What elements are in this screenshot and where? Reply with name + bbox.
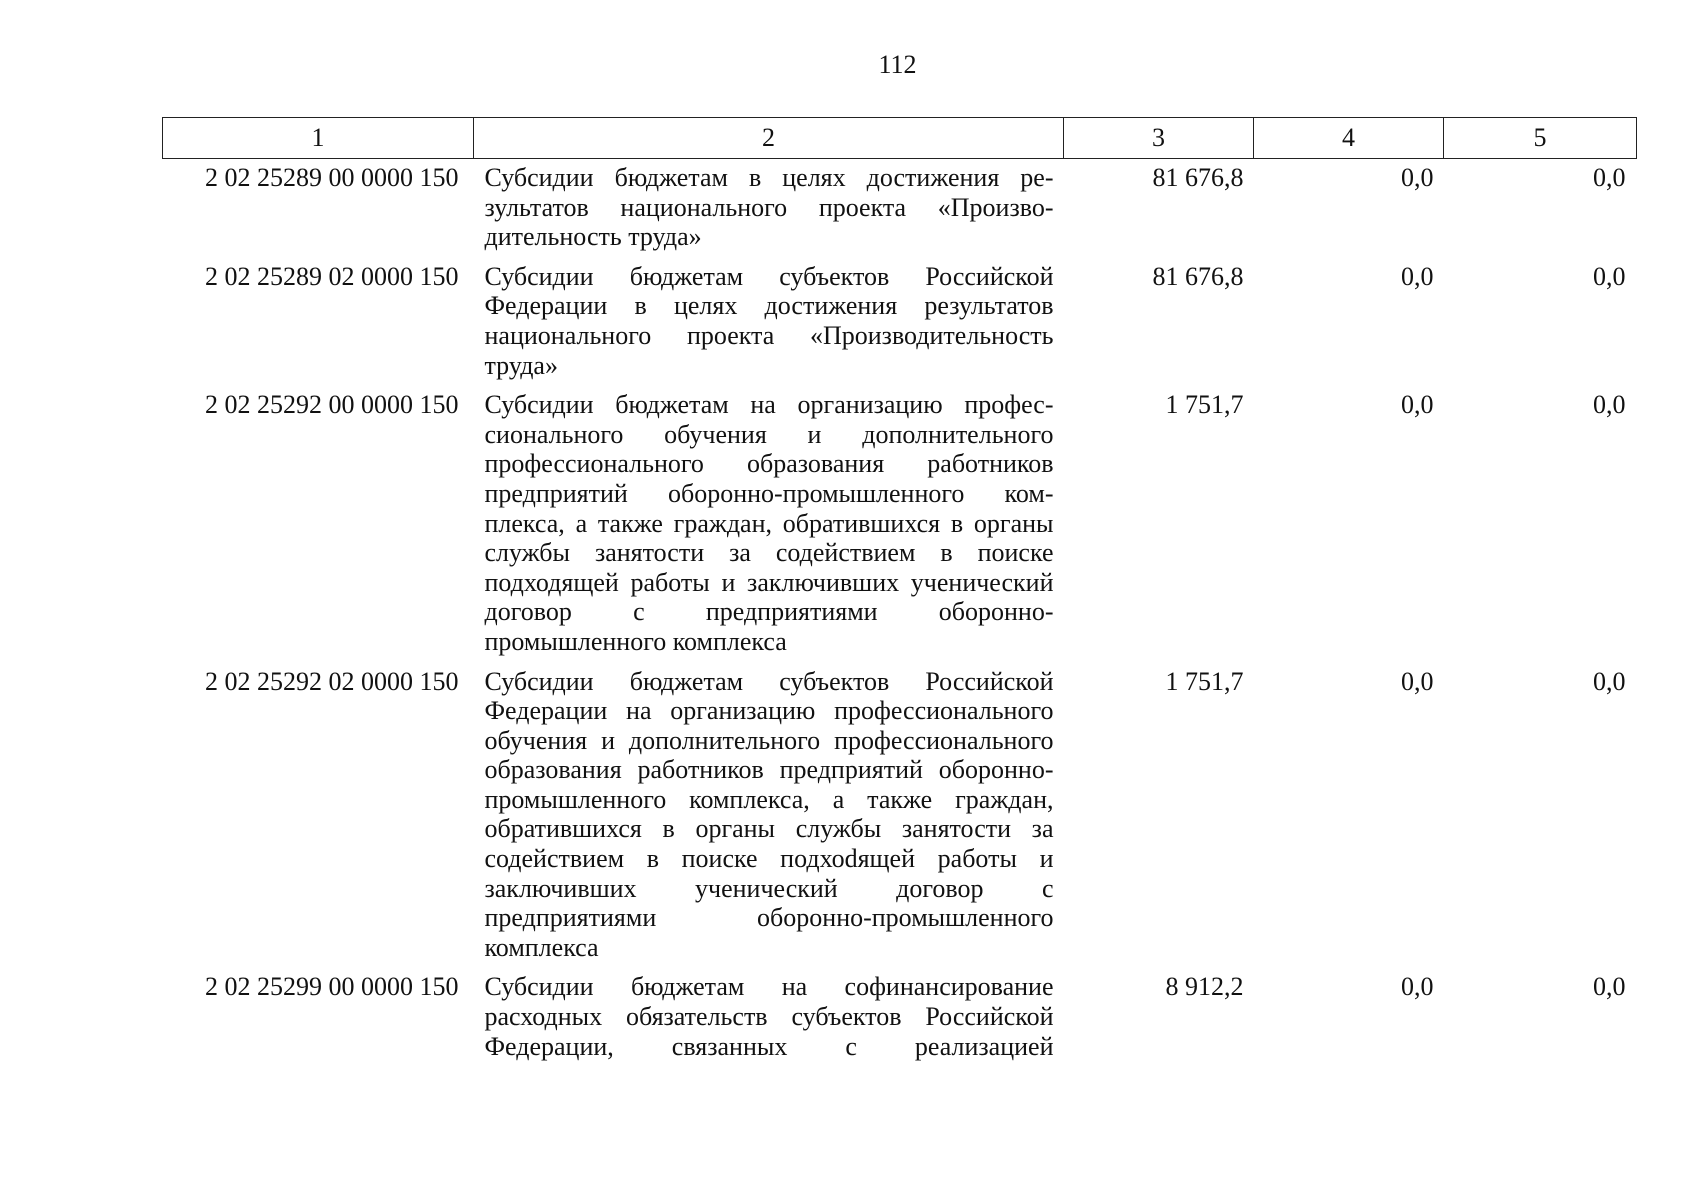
value-col5: 0,0 [1593,390,1626,420]
column-header-4: 4 [1254,118,1444,159]
row-description: Субсидии бюджетам в целях достижения результатов национального проекта «Производительность труда» [484,163,1054,252]
value-col4: 0,0 [1401,390,1434,420]
value-col5: 0,0 [1593,163,1626,192]
page-number: 112 [878,50,917,79]
table-row [163,390,1637,666]
value-col5: 0,0 [1593,666,1626,696]
header-row [163,118,1637,159]
value-col5: 0,0 [1593,972,1626,1002]
value-col4: 0,0 [1401,261,1434,291]
value-col4: 0,0 [1401,666,1434,696]
value-col4: 0,0 [1401,972,1434,1002]
table-row [163,667,1637,973]
value-col3: 1 751,7 [1165,390,1244,420]
value-col5: 0,0 [1593,261,1626,291]
value-col3: 81 676,8 [1152,163,1244,192]
row-description: Субсидии бюджетам субъектов Российской Федерации в целях достижения результатов национального проекта «Производительность труда» [484,261,1054,380]
value-col4: 0,0 [1401,163,1434,192]
budget-code: 2 02 25292 02 0000 150 [205,666,459,696]
value-col3: 8 912,2 [1165,972,1244,1002]
budget-code: 2 02 25289 00 0000 150 [205,163,459,192]
row-description: Субсидии бюджетам субъектов Российской Федерации на организацию профессионального обучения и дополнительного профессионального образования работников предприятий оборонно-промышленного комплекса, а также граждан, обратившихся в органы службы занятости за содействием в поиске подхоdящей работы и заключивших ученический договор с предприятиями оборонно-промышленного комплекса [484,666,1054,962]
column-header-1: 1 [163,118,474,159]
value-col3: 1 751,7 [1165,666,1244,696]
column-header-5: 5 [1444,118,1637,159]
budget-code: 2 02 25299 00 0000 150 [205,972,459,1002]
budget-table [162,117,1637,1071]
table-row [163,262,1637,390]
row-description: Субсидии бюджетам на организацию профессионального обучения и дополнительного профессионального образования работников предприятий оборонно-промышленного комплекса, а также граждан, обратившихся в органы службы занятости за содействием в поиске подходящей работы и заключивших ученический договор с предприятиями оборонно-промышленного комплекса [484,390,1054,656]
budget-code: 2 02 25292 00 0000 150 [205,390,459,420]
column-header-3: 3 [1064,118,1254,159]
table-row [163,972,1637,1071]
budget-code: 2 02 25289 02 0000 150 [205,261,459,291]
row-description: Субсидии бюджетам на софинансирование расходных обязательств субъектов Российской Федерации, связанных с реализацией [484,972,1054,1061]
column-header-2: 2 [474,118,1064,159]
table-row [163,159,1637,262]
value-col3: 81 676,8 [1152,261,1244,291]
